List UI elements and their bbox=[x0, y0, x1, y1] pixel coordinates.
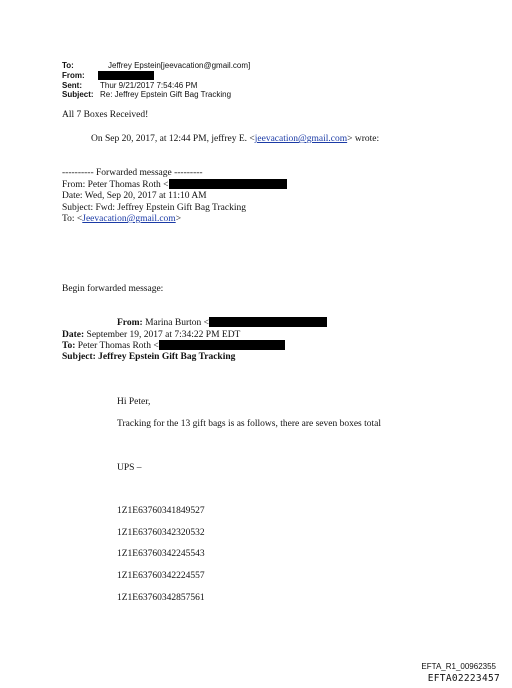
forward-from-text: From: Peter Thomas Roth < bbox=[62, 180, 169, 190]
tracking-number: 1Z1E63760341849527 bbox=[117, 506, 205, 516]
reply-body: All 7 Boxes Received! bbox=[62, 110, 149, 120]
inner-from bbox=[117, 317, 327, 329]
redaction-bar bbox=[98, 71, 154, 80]
inner-to-value: Peter Thomas Roth < bbox=[77, 341, 159, 351]
quote-prefix: On Sep 20, 2017, at 12:44 PM, jeffrey E. < bbox=[91, 134, 255, 144]
redaction-bar bbox=[209, 317, 327, 327]
header-to-value: Jeffrey Epstein[jeevacation@gmail.com] bbox=[108, 61, 251, 70]
tracking-number: 1Z1E63760342245543 bbox=[117, 549, 205, 559]
inner-from-value: Marina Burton < bbox=[145, 318, 209, 328]
header-from-label: From: bbox=[62, 71, 85, 80]
forward-to-suffix: > bbox=[175, 214, 182, 224]
tracking-number: 1Z1E63760342224557 bbox=[117, 571, 205, 581]
header-sent-value: Thur 9/21/2017 7:54:46 PM bbox=[100, 81, 198, 90]
begin-forwarded: Begin forwarded message: bbox=[62, 284, 164, 294]
header-subject-label: Subject: bbox=[62, 90, 94, 99]
quote-email-link[interactable]: jeevacation@gmail.com bbox=[254, 134, 348, 144]
greeting: Hi Peter, bbox=[117, 397, 151, 407]
header-to bbox=[62, 61, 250, 71]
inner-subject bbox=[62, 351, 235, 363]
header-subject bbox=[62, 90, 231, 100]
header-sent-label: Sent: bbox=[62, 81, 82, 90]
quote-line bbox=[91, 133, 379, 145]
tracking-number: 1Z1E63760342857561 bbox=[117, 593, 205, 603]
message-line: Tracking for the 13 gift bags is as follows, there are seven boxes total bbox=[117, 419, 382, 429]
inner-subject-value: Jeffrey Epstein Gift Bag Tracking bbox=[98, 352, 236, 362]
quote-suffix: > wrote: bbox=[347, 134, 380, 144]
forward-divider: ---------- Forwarded message --------- bbox=[62, 168, 203, 178]
inner-date-value: September 19, 2017 at 7:34:22 PM EDT bbox=[86, 330, 241, 340]
carrier-label: UPS – bbox=[117, 463, 142, 473]
footer-id-2: EFTA02223457 bbox=[427, 673, 500, 684]
header-from bbox=[62, 71, 154, 81]
forward-date: Date: Wed, Sep 20, 2017 at 11:10 AM bbox=[62, 191, 207, 201]
inner-from-label: From: bbox=[117, 318, 143, 328]
header-to-label: To: bbox=[62, 61, 74, 70]
inner-to-label: To: bbox=[62, 341, 76, 351]
inner-subject-label: Subject: bbox=[62, 352, 96, 362]
redaction-bar bbox=[169, 179, 287, 189]
forward-subject: Subject: Fwd: Jeffrey Epstein Gift Bag Tracking bbox=[62, 203, 247, 213]
forward-to bbox=[62, 213, 181, 225]
tracking-number: 1Z1E63760342320532 bbox=[117, 528, 205, 538]
forward-to-email-link[interactable]: Jeevacation@gmail.com bbox=[82, 214, 176, 224]
redaction-bar bbox=[159, 340, 285, 350]
inner-date-label: Date: bbox=[62, 330, 85, 340]
header-subject-value: Re: Jeffrey Epstein Gift Bag Tracking bbox=[100, 90, 232, 99]
forward-to-prefix: To: < bbox=[62, 214, 83, 224]
footer-id-1: EFTA_R1_00962355 bbox=[421, 662, 496, 671]
